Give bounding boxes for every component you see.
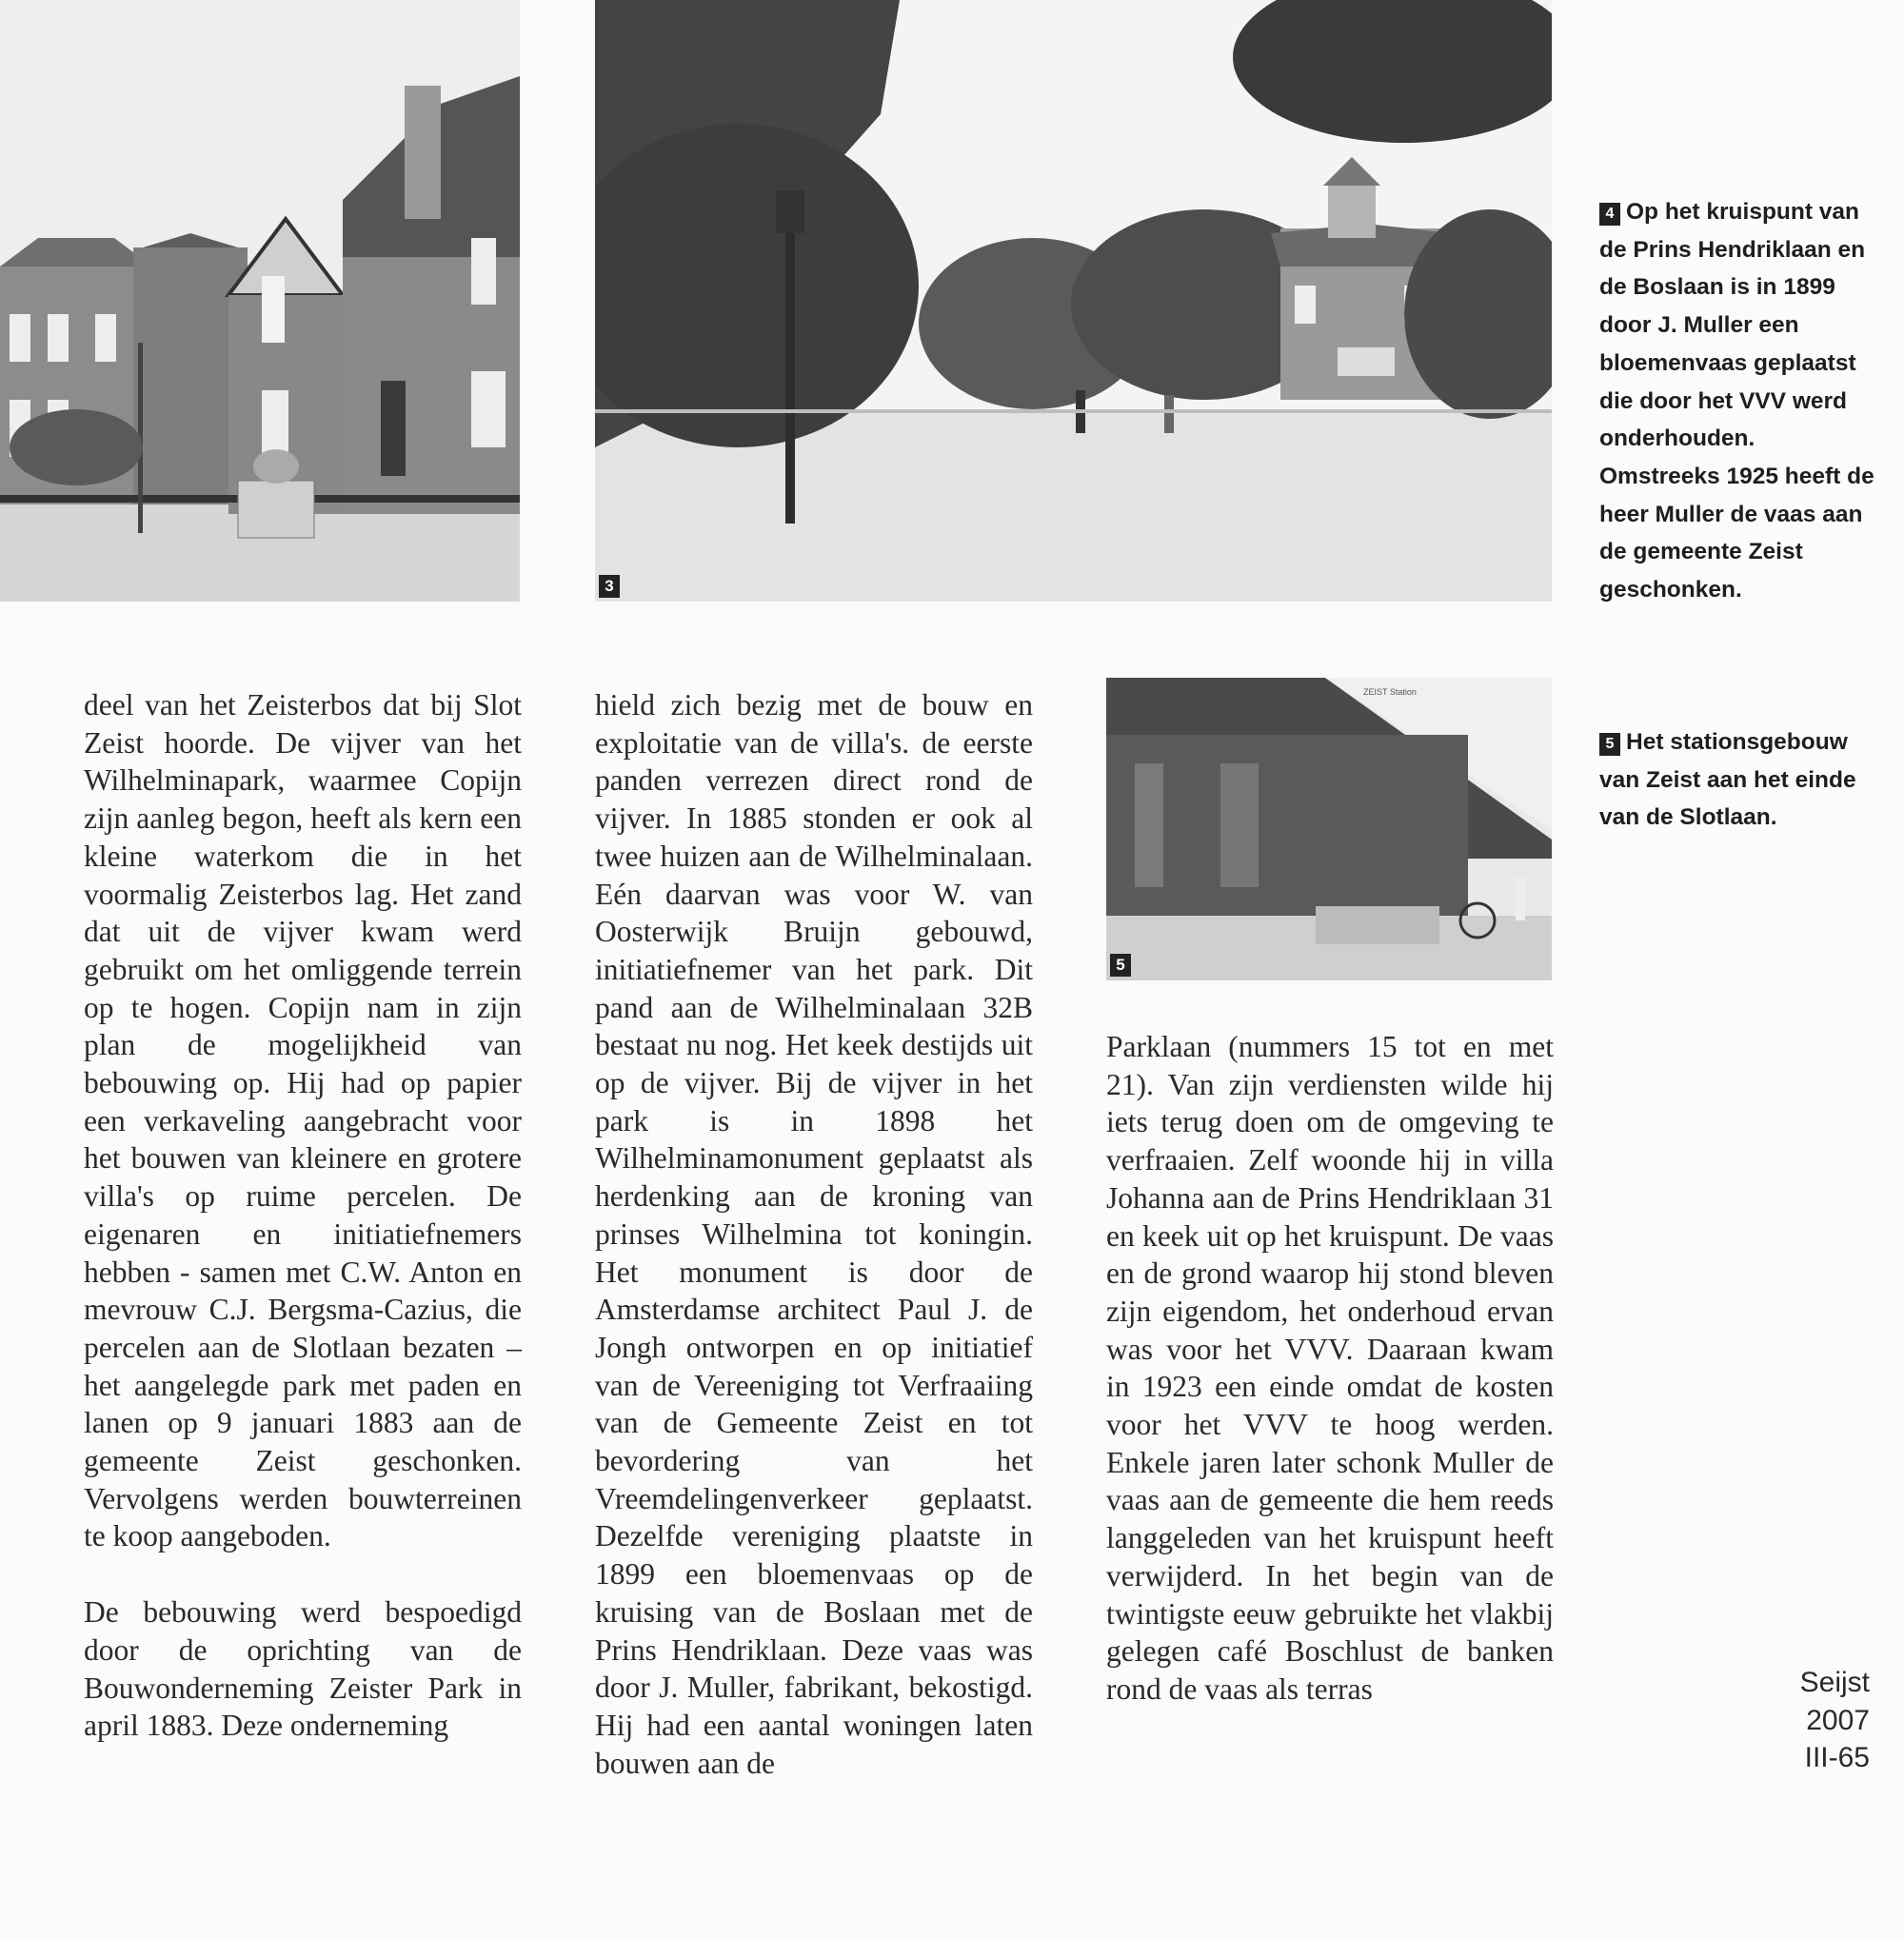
col3-paragraph-1: Parklaan (nummers 15 tot en met 21). Van zijn verdiensten wilde hij iets terug doen om de omgeving te verfraaien. Zelf woonde hij in villa Johanna aan de Prins Hendriklaan 31 en keek uit op het kruispunt. De vaas en de grond waarop hij stond bleven zijn eigendom, het onderhoud ervan was voor het VVV. Daaraan kwam in 1923 een einde omdat de kosten voor het VVV te hoog werden. Enkele jaren later schonk Muller de vaas aan de gemeente die hem reeds langgeleden van het kruispunt heeft verwijderd. In het begin van de twintigste eeuw gebruikte het vlakbij gelegen café Boschlust de banken rond de vaas als terras (1106, 1030, 1554, 1706)
caption-figure-4 (1599, 193, 1875, 609)
caption-text-4: Op het kruispunt van de Prins Hendriklaan en de Boslaan is in 1899 door J. Muller een bloemenvaas geplaatst die door het VVV werd onderhouden. Omstreeks 1925 heeft de heer Muller de vaas aan de gemeente Zeist geschonken. (1599, 199, 1874, 603)
text-column-2 (595, 686, 1033, 1782)
folio-year: 2007 (1806, 1704, 1870, 1736)
crossing-photo-graphic (595, 0, 1552, 602)
caption-number-4: 4 (1599, 203, 1620, 226)
folio-page-number: III-65 (1804, 1742, 1870, 1774)
col1-paragraph-1: deel van het Zeisterbos dat bij Slot Zeist hoorde. De vijver van het Wilhelminapark, waarmee Copijn zijn aanleg begon, heeft als kern een kleine waterkom die in het voormalig Zeisterbos lag. Het zand dat uit de vijver kwam werd gebruikt om het omliggende terrein op te hogen. Copijn nam in zijn plan de mogelijkheid van bebouwing op. Hij had op papier een verkaveling aangebracht voor het bouwen van kleinere en grotere villa's op ruime percelen. De eigenaren en initiatiefnemers hebben - samen met C.W. Anton en mevrouw C.J. Bergsma-Cazius, die percelen aan de Slotlaan bezaten – het aangelegde park met paden en lanen op 9 januari 1883 aan de gemeente Zeist geschonken. Vervolgens werden bouwterreinen te koop aangeboden. (84, 688, 522, 1553)
text-column-3 (1106, 1028, 1554, 1709)
caption-number-5: 5 (1599, 733, 1620, 756)
station-sign-text: ZEIST Station (1363, 687, 1417, 697)
photo-station-figure-5 (1106, 678, 1552, 980)
photo-villas-street (0, 0, 520, 602)
station-photo-graphic (1106, 678, 1552, 980)
text-column-1 (84, 686, 522, 1745)
col2-paragraph-1: hield zich bezig met de bouw en exploitatie van de villa's. de eerste panden verrezen direct rond de vijver. In 1885 stonden er ook al twee huizen aan de Wilhelminalaan. Eén daarvan was voor W. van Oosterwijk Bruijn gebouwd, initiatiefnemer van het park. Dit pand aan de Wilhelminalaan 32B bestaat nu nog. Het keek destijds uit op de vijver. Bij de vijver in het park is in 1898 het Wilhelminamonument geplaatst als herdenking aan de kroning van prinses Wilhelmina tot koningin. Het monument is door de Amsterdamse architect Paul J. de Jongh ontworpen en op initiatief van de Vereeniging tot Verfraaiing van de Gemeente Zeist en tot bevordering van het Vreemdelingenverkeer geplaatst. Dezelfde vereniging plaatste in 1899 een bloemenvaas op de kruising van de Boslaan met de Prins Hendriklaan. Deze vaas was door J. Muller, fabrikant, bekostigd. Hij had een aantal woningen laten bouwen aan de (595, 688, 1033, 1780)
page-folio (1800, 1664, 1870, 1777)
houses-photo-graphic (0, 0, 520, 602)
photo-crossing-figure-3 (595, 0, 1552, 602)
col1-paragraph-2: De bebouwing werd bespoedigd door de oprichting van de Bouwonderneming Zeister Park in april 1883. Deze onderneming (84, 1595, 522, 1743)
figure-number-3: 3 (599, 575, 620, 598)
caption-figure-5 (1599, 723, 1875, 837)
figure-number-5: 5 (1110, 954, 1131, 977)
caption-text-5: Het stationsgebouw van Zeist aan het einde van de Slotlaan. (1599, 729, 1856, 831)
folio-journal: Seijst (1799, 1667, 1870, 1698)
